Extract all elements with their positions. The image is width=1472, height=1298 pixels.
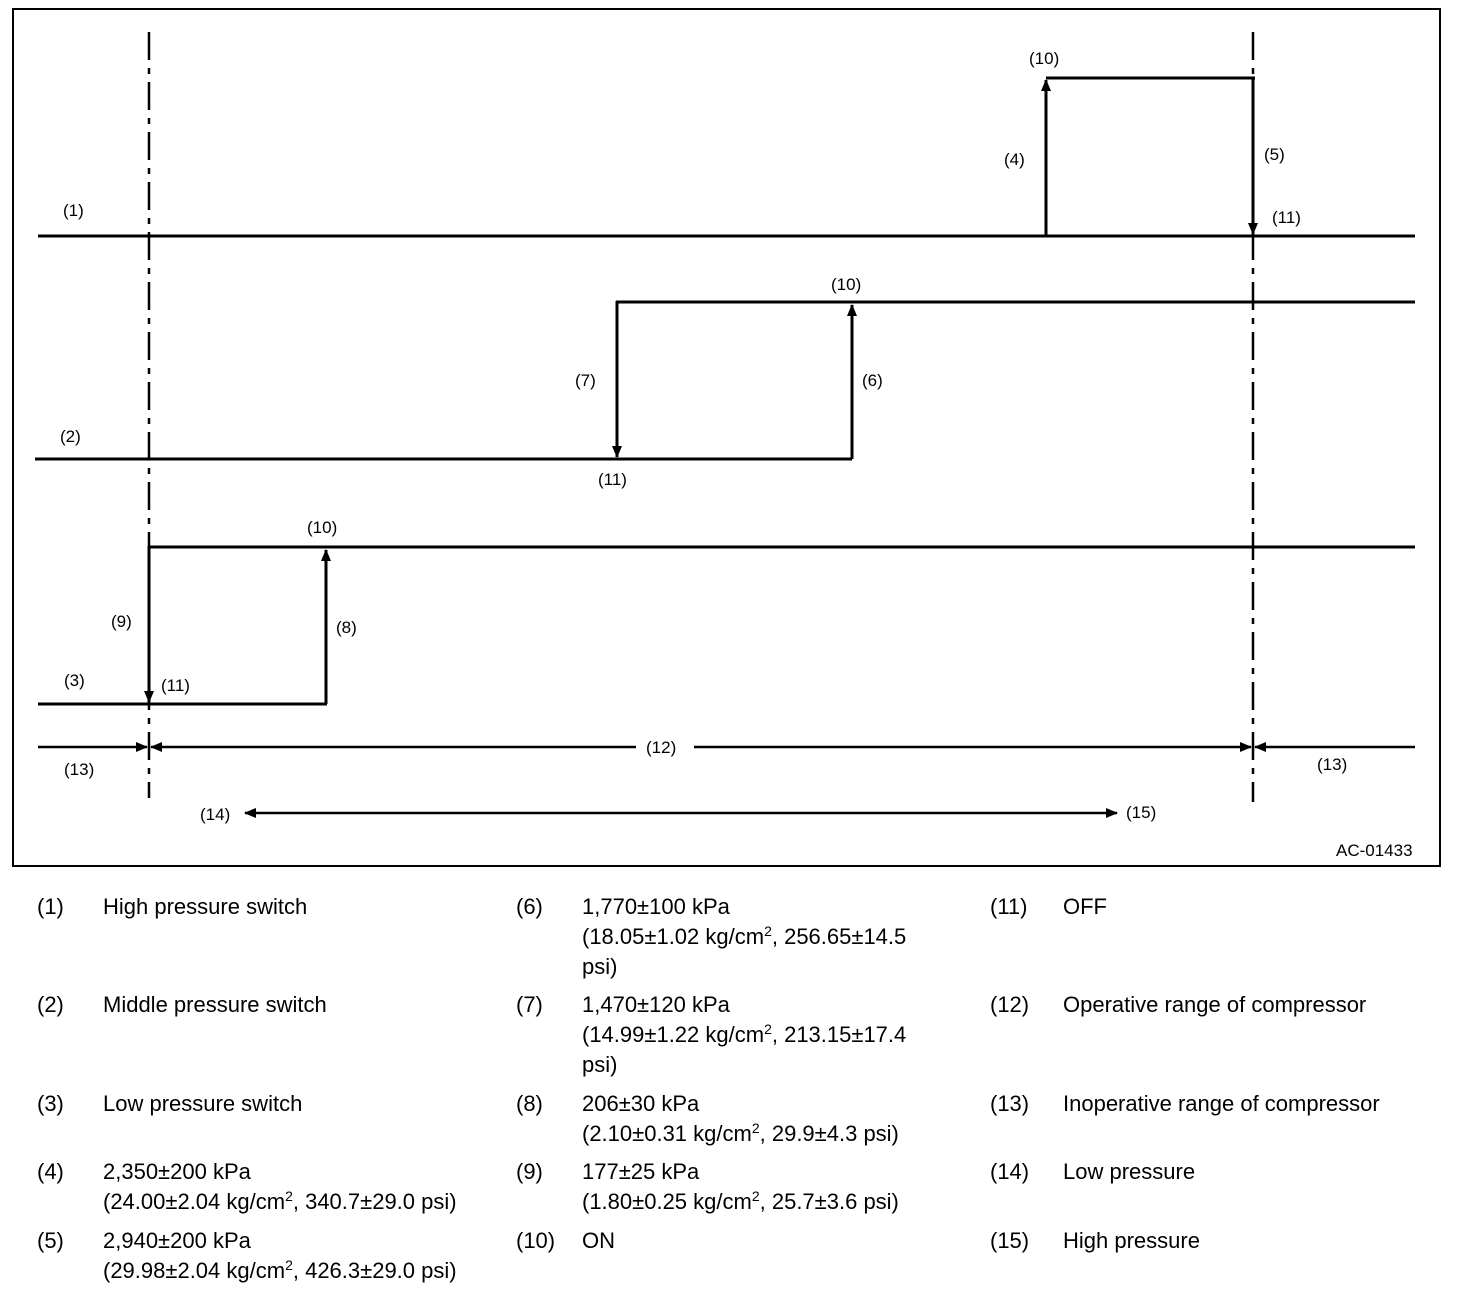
legend-line: 2,350±200 kPa	[103, 1159, 251, 1184]
legend-item	[37, 990, 327, 1020]
legend-item	[990, 1157, 1195, 1187]
legend-number: (1)	[37, 894, 64, 919]
label-off-low: (11)	[161, 676, 190, 695]
legend-number: (6)	[516, 894, 543, 919]
legend-line: High pressure	[1063, 1228, 1200, 1253]
legend-line-part: , 29.9±4.3 psi)	[759, 1121, 899, 1146]
legend-description	[582, 1226, 615, 1256]
legend-line-part: (14.99±1.22 kg/cm	[582, 1022, 765, 1047]
legend-line: 177±25 kPa	[582, 1159, 700, 1184]
legend-description	[1063, 1226, 1200, 1256]
label-7: (7)	[575, 371, 596, 390]
legend-line: psi)	[582, 954, 618, 979]
legend-line	[582, 1020, 906, 1050]
label-13-right: (13)	[1317, 755, 1348, 774]
legend-item	[516, 892, 906, 982]
label-off-high: (11)	[1272, 208, 1301, 227]
legend-item	[990, 1226, 1200, 1256]
legend-line: psi)	[582, 1052, 618, 1077]
legend-item	[516, 990, 906, 1080]
legend	[0, 892, 1472, 1292]
superscript: 2	[285, 1257, 293, 1273]
legend-description	[582, 892, 906, 982]
legend-line: 206±30 kPa	[582, 1091, 700, 1116]
legend-number: (3)	[37, 1091, 64, 1116]
superscript: 2	[764, 1021, 772, 1037]
figure-id: AC-01433	[1336, 841, 1413, 860]
legend-item	[37, 1226, 457, 1286]
legend-line-part: (18.05±1.02 kg/cm	[582, 924, 765, 949]
legend-item	[990, 892, 1107, 922]
legend-line-part: (1.80±0.25 kg/cm	[582, 1189, 752, 1214]
legend-description	[1063, 892, 1107, 922]
label-5: (5)	[1264, 145, 1285, 164]
legend-description	[582, 1157, 899, 1217]
legend-item	[990, 990, 1366, 1020]
legend-line: Low pressure switch	[103, 1091, 303, 1116]
legend-line-part: (24.00±2.04 kg/cm	[103, 1189, 286, 1214]
legend-line-part: , 213.15±17.4	[771, 1022, 907, 1047]
legend-line: 1,770±100 kPa	[582, 894, 730, 919]
legend-number: (7)	[516, 992, 543, 1017]
legend-description	[582, 1089, 899, 1149]
label-on-low: (10)	[307, 518, 338, 537]
legend-description	[1063, 1089, 1380, 1119]
label-12: (12)	[646, 738, 677, 757]
legend-line: Operative range of compressor	[1063, 992, 1367, 1017]
legend-item	[990, 1089, 1380, 1119]
superscript: 2	[764, 923, 772, 939]
legend-number: (2)	[37, 992, 64, 1017]
legend-number: (4)	[37, 1159, 64, 1184]
legend-number: (10)	[516, 1228, 556, 1253]
legend-line: Middle pressure switch	[103, 992, 327, 1017]
label-on-mid: (10)	[831, 275, 862, 294]
legend-description	[582, 990, 906, 1080]
legend-line	[582, 922, 906, 952]
legend-item	[516, 1089, 899, 1149]
label-4: (4)	[1004, 150, 1025, 169]
label-1: (1)	[63, 201, 84, 220]
legend-line: High pressure switch	[103, 894, 308, 919]
label-15: (15)	[1126, 803, 1157, 822]
legend-line	[103, 1256, 457, 1286]
legend-line-part: , 256.65±14.5	[771, 924, 907, 949]
label-3: (3)	[64, 671, 85, 690]
legend-description	[103, 1157, 457, 1217]
label-6: (6)	[862, 371, 883, 390]
legend-line	[582, 1119, 899, 1149]
superscript: 2	[751, 1188, 760, 1204]
legend-line: OFF	[1063, 894, 1107, 919]
legend-item	[37, 1157, 457, 1217]
legend-number: (14)	[990, 1159, 1030, 1184]
legend-line-part: , 25.7±3.6 psi)	[759, 1189, 899, 1214]
legend-line: 1,470±120 kPa	[582, 992, 730, 1017]
label-13-left: (13)	[64, 760, 95, 779]
legend-line-part: , 426.3±29.0 psi)	[292, 1258, 457, 1283]
legend-item	[516, 1226, 615, 1256]
label-8: (8)	[336, 618, 357, 637]
legend-line-part: (29.98±2.04 kg/cm	[103, 1258, 286, 1283]
legend-line	[582, 1187, 899, 1217]
legend-description	[103, 990, 327, 1020]
legend-number: (5)	[37, 1228, 64, 1253]
legend-line: ON	[582, 1228, 615, 1253]
legend-number: (8)	[516, 1091, 543, 1116]
diagram-frame	[13, 9, 1440, 866]
superscript: 2	[751, 1120, 760, 1136]
label-9: (9)	[111, 612, 132, 631]
legend-number: (9)	[516, 1159, 543, 1184]
legend-description	[1063, 1157, 1195, 1187]
legend-item	[37, 892, 307, 922]
superscript: 2	[285, 1188, 293, 1204]
label-off-mid: (11)	[598, 470, 627, 489]
legend-line: Inoperative range of compressor	[1063, 1091, 1380, 1116]
legend-line	[103, 1187, 457, 1217]
legend-number: (13)	[990, 1091, 1030, 1116]
label-14: (14)	[200, 805, 231, 824]
legend-description	[103, 1089, 302, 1119]
legend-number: (15)	[990, 1228, 1030, 1253]
legend-number: (12)	[990, 992, 1030, 1017]
legend-description	[103, 1226, 457, 1286]
label-on-high: (10)	[1029, 49, 1060, 68]
label-2: (2)	[60, 427, 81, 446]
legend-item	[516, 1157, 899, 1217]
legend-line-part: , 340.7±29.0 psi)	[292, 1189, 457, 1214]
legend-description	[103, 892, 307, 922]
legend-line: 2,940±200 kPa	[103, 1228, 251, 1253]
legend-line: Low pressure	[1063, 1159, 1196, 1184]
legend-description	[1063, 990, 1366, 1020]
legend-line-part: (2.10±0.31 kg/cm	[582, 1121, 752, 1146]
legend-number: (11)	[990, 894, 1028, 919]
legend-item	[37, 1089, 302, 1119]
